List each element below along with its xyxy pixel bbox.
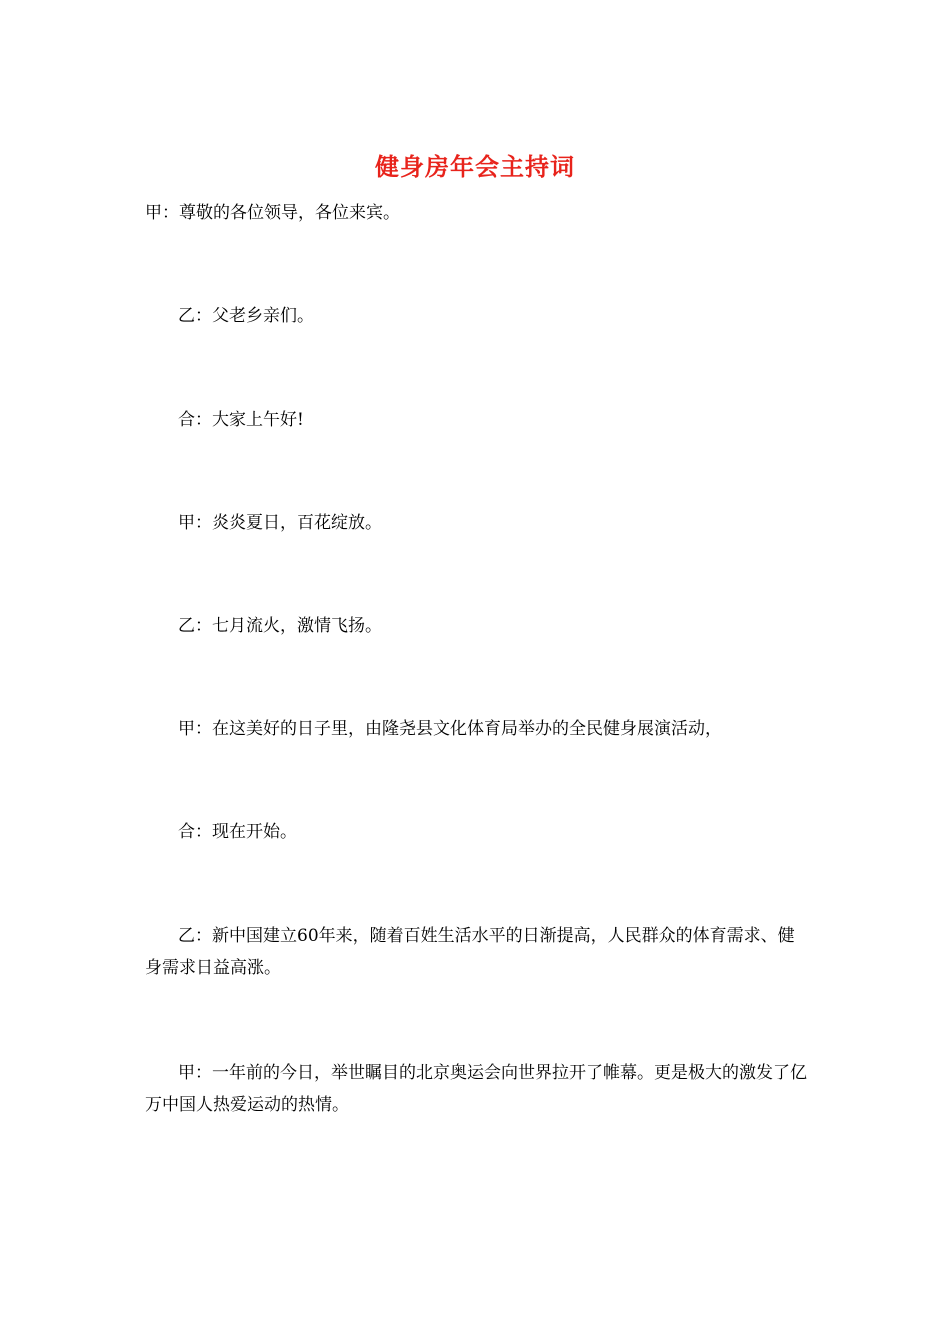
paragraph-5: 乙：七月流火，激情飞扬。 — [178, 616, 382, 636]
paragraph-6: 甲：在这美好的日子里，由隆尧县文化体育局举办的全民健身展演活动， — [178, 719, 722, 739]
paragraph-8: 乙：新中国建立60年来，随着百姓生活水平的日渐提高，人民群众的体育需求、健身需求日益高涨。 — [145, 926, 795, 978]
paragraph-3: 合：大家上午好! — [178, 410, 304, 430]
document-title: 健身房年会主持词 — [375, 152, 575, 181]
paragraph-2: 乙：父老乡亲们。 — [178, 306, 314, 326]
paragraph-9: 甲：一年前的今日，举世瞩目的北京奥运会向世界拉开了帷幕。更是极大的激发了亿万中国人热爱运动的热情。 — [145, 1063, 807, 1115]
paragraph-7: 合：现在开始。 — [178, 822, 297, 842]
paragraph-1: 甲：尊敬的各位领导，各位来宾。 — [145, 203, 400, 223]
paragraph-4: 甲：炎炎夏日，百花绽放。 — [178, 513, 382, 533]
